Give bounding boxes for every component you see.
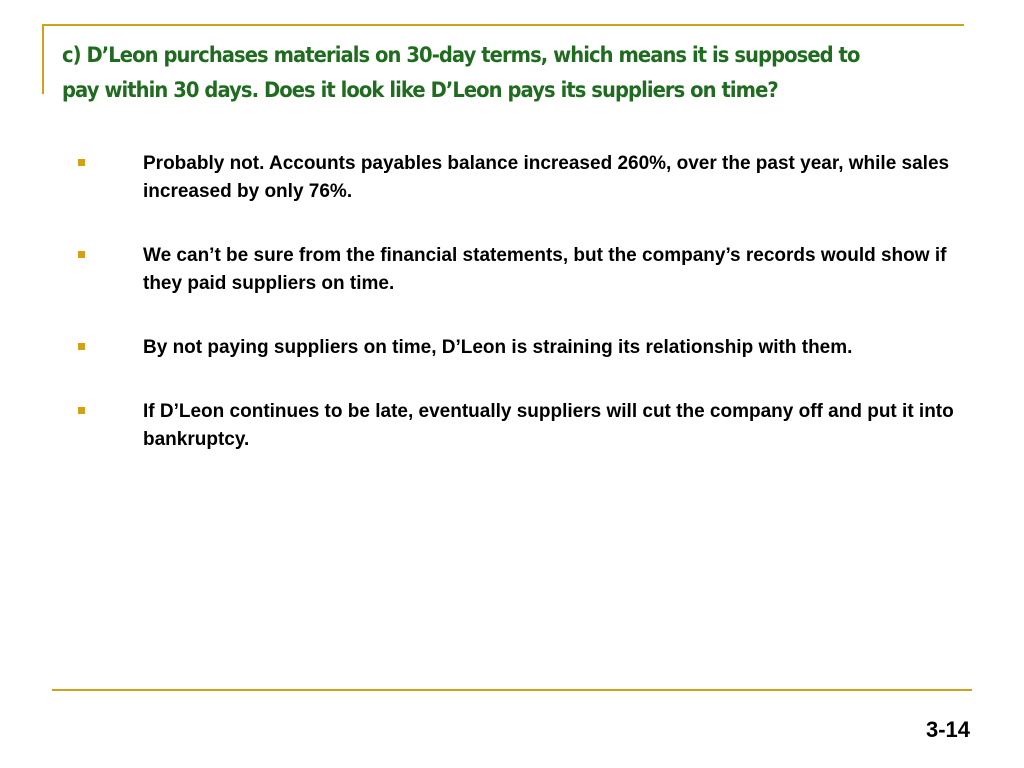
bullet-item-4 (78, 398, 978, 454)
bullet-text: Probably not. Accounts payables balance increased 260%, over the past year, while sales increased by only 76%. (143, 153, 950, 202)
bullet-item-3 (78, 334, 978, 362)
bullet-item-1 (78, 150, 978, 206)
top-horizontal-rule (42, 24, 964, 26)
slide-number: 3-14 (925, 717, 970, 742)
bullet-text: By not paying suppliers on time, D’Leon is straining its relationship with them. (143, 337, 853, 358)
bullet-text: We can’t be sure from the financial statements, but the company’s records would show if they paid suppliers on time. (143, 245, 947, 294)
bullet-item-2 (78, 242, 978, 298)
square-bullet-icon (78, 407, 85, 414)
bullet-list (78, 150, 978, 490)
bullet-text: If D’Leon continues to be late, eventually suppliers will cut the company off and put it into bankruptcy. (143, 401, 954, 450)
square-bullet-icon (78, 159, 85, 166)
top-vertical-rule (42, 24, 44, 94)
bottom-horizontal-rule (52, 689, 972, 691)
square-bullet-icon (78, 251, 85, 258)
square-bullet-icon (78, 343, 85, 350)
slide-title: c) D’Leon purchases materials on 30-day terms, which means it is supposed to pay within 30 days. Does it look like D’Leon pays its suppliers on time? (62, 43, 860, 102)
